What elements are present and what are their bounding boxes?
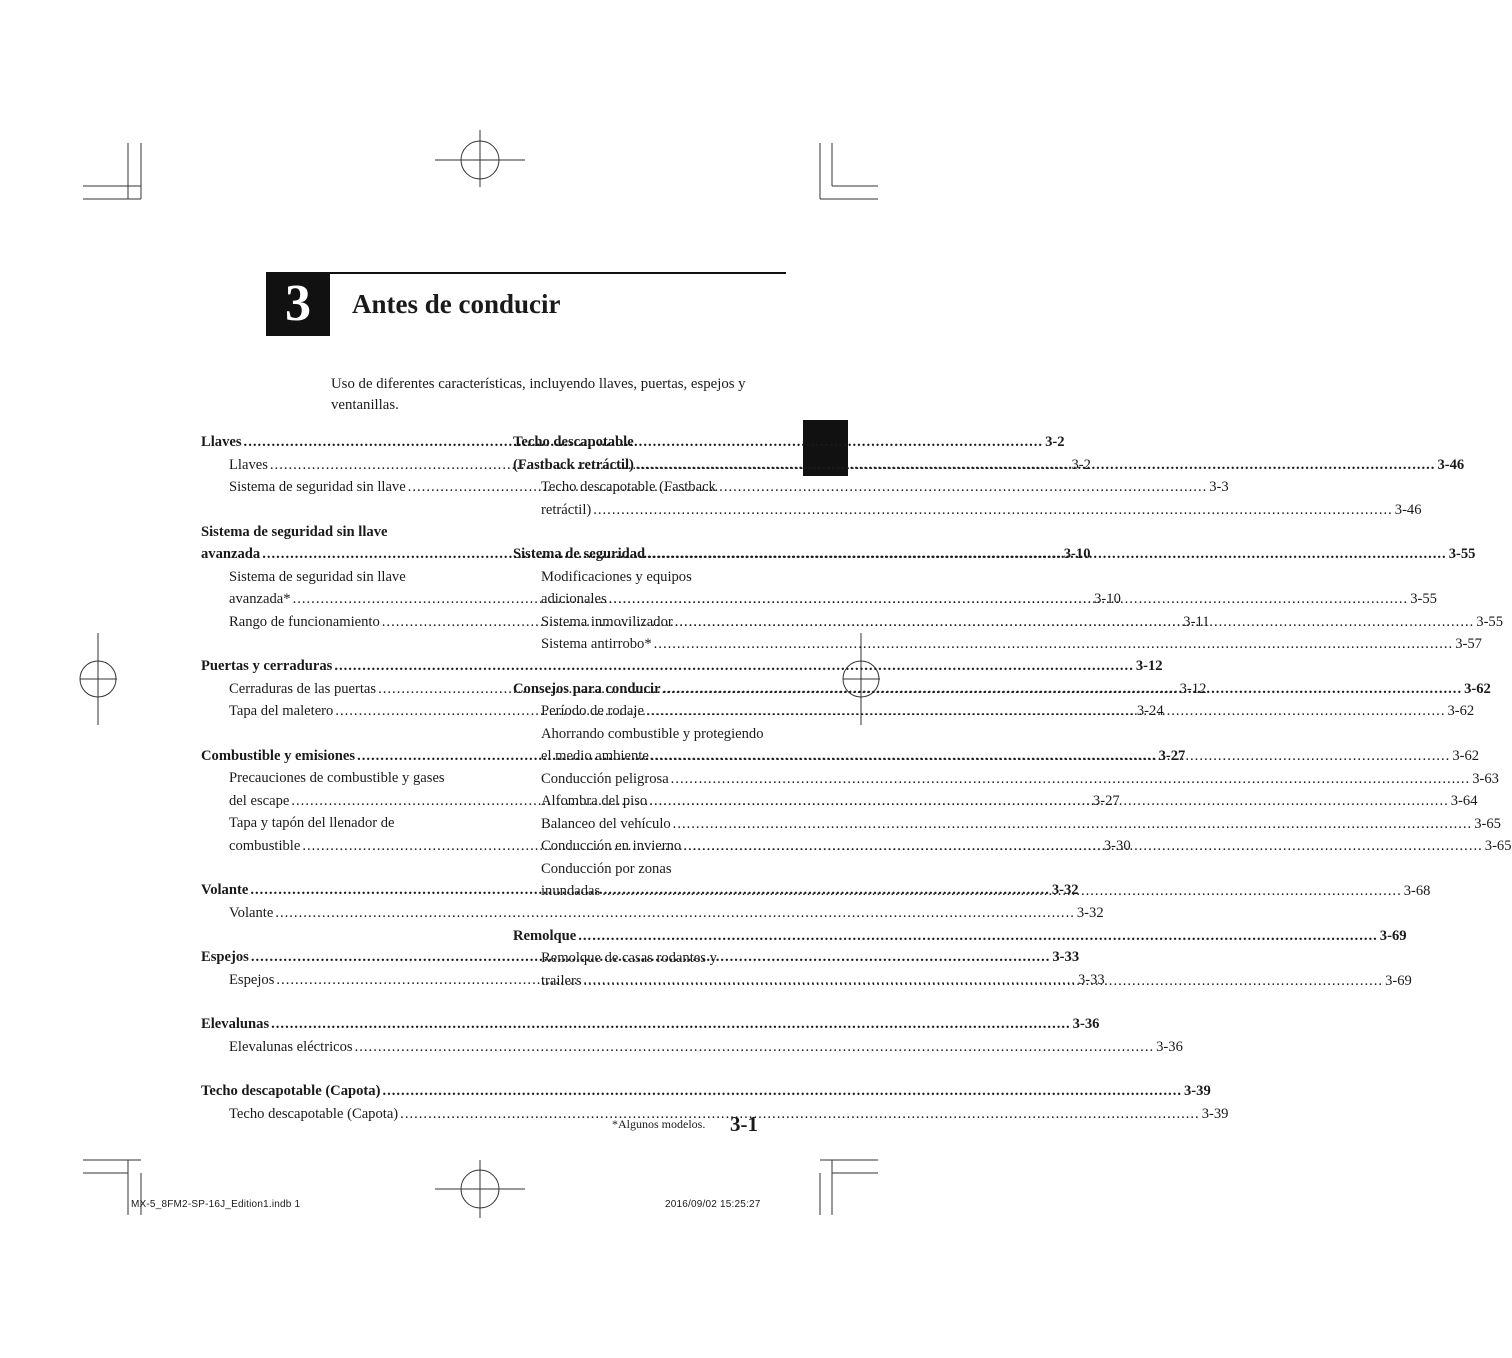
dot-leader bbox=[644, 700, 1448, 723]
dot-leader bbox=[380, 1080, 1184, 1103]
toc-entry-page: 3-63 bbox=[1472, 770, 1499, 787]
toc-section-heading[interactable] bbox=[201, 521, 463, 544]
toc-entry-page: 3-3 bbox=[1209, 479, 1229, 495]
dot-leader bbox=[649, 745, 1453, 768]
toc-entry-text: inundadas bbox=[541, 883, 601, 899]
toc-entry-page: 3-33 bbox=[1077, 971, 1105, 988]
toc-entry-text: Elevalunas eléctricos bbox=[229, 1038, 353, 1055]
toc-section-heading[interactable] bbox=[201, 655, 1163, 678]
toc-section-heading-text: Remolque bbox=[513, 927, 577, 944]
toc-entry-text: Techo descapotable (Capota) bbox=[229, 1105, 399, 1122]
toc-entry-text: Sistema antirrobo* bbox=[541, 636, 652, 652]
toc-entry-text: Rango de funcionamiento bbox=[229, 613, 380, 630]
toc-section-heading-text: Elevalunas bbox=[201, 1016, 270, 1032]
toc-entry-text: Ahorrando combustible y protegiendo bbox=[541, 725, 764, 742]
toc-entry[interactable] bbox=[513, 723, 775, 746]
dot-leader bbox=[645, 543, 1449, 566]
toc-entry-text: Volante bbox=[229, 904, 274, 921]
chapter-title-rule bbox=[330, 272, 786, 274]
toc-entry[interactable] bbox=[201, 902, 1104, 925]
toc-entry-page: 3-27 bbox=[1092, 792, 1120, 809]
toc-section-heading-page: 3-62 bbox=[1464, 680, 1491, 697]
dot-leader bbox=[576, 925, 1380, 948]
toc-entry-page: 3-62 bbox=[1452, 748, 1480, 764]
toc-entry-text: Sistema de seguridad sin llave bbox=[229, 568, 406, 585]
toc-entry-page: 3-10 bbox=[1094, 591, 1121, 607]
dot-leader bbox=[673, 611, 1477, 634]
toc-entry-page: 3-30 bbox=[1103, 837, 1131, 854]
toc-entry-text: Alfombra del piso bbox=[541, 793, 648, 809]
toc-entry-text: combustible bbox=[229, 837, 301, 854]
toc-entry-page: 3-11 bbox=[1183, 613, 1210, 630]
toc-section-heading-page: 3-46 bbox=[1437, 456, 1465, 473]
toc-entry-text: Modificaciones y equipos bbox=[541, 568, 692, 585]
toc-entry-text: trailers bbox=[541, 972, 582, 989]
toc-entry-text: Conducción por zonas bbox=[541, 860, 672, 877]
dot-leader bbox=[671, 813, 1475, 836]
toc-section-heading-text: Techo descapotable bbox=[513, 434, 634, 450]
print-footer-file: MX-5_8FM2-SP-16J_Edition1.indb 1 bbox=[131, 1199, 301, 1210]
toc-entry-text: Remolque de casas rodantes y bbox=[541, 950, 717, 966]
toc-entry-text: el medio ambiente bbox=[541, 748, 649, 764]
dot-leader bbox=[652, 633, 1456, 656]
dot-leader bbox=[591, 499, 1395, 522]
toc-entry-text: Techo descapotable (Fastback bbox=[541, 479, 716, 495]
toc-entry[interactable] bbox=[513, 476, 775, 499]
toc-entry-text: Cerraduras de las puertas bbox=[229, 680, 377, 697]
toc-entry-text: Tapa del maletero bbox=[229, 703, 334, 719]
toc-entry-page: 3-64 bbox=[1450, 793, 1478, 809]
dot-leader bbox=[398, 1103, 1202, 1126]
toc-entry[interactable] bbox=[513, 858, 775, 881]
toc-section-heading[interactable] bbox=[201, 1013, 1100, 1036]
toc-section-heading-text: Sistema de seguridad bbox=[513, 546, 646, 562]
chapter-intro: Uso de diferentes características, incluyendo llaves, puertas, espejos y ventanillas. bbox=[331, 376, 746, 413]
toc-section bbox=[201, 1013, 1183, 1058]
footnote: *Algunos modelos. bbox=[612, 1117, 706, 1131]
toc-entry-page: 3-39 bbox=[1201, 1105, 1229, 1122]
toc-entry-text: Precauciones de combustible y gases bbox=[229, 770, 445, 786]
toc-entry-text: Conducción peligrosa bbox=[541, 770, 669, 787]
dot-leader bbox=[634, 454, 1438, 477]
toc-section-heading-page: 3-39 bbox=[1183, 1083, 1211, 1099]
toc-section-heading-page: 3-2 bbox=[1045, 434, 1065, 450]
toc-section-heading-text: Llaves bbox=[201, 434, 242, 450]
toc-section-heading-page: 3-69 bbox=[1379, 927, 1407, 944]
toc-section-heading-text: Combustible y emisiones bbox=[201, 747, 356, 764]
toc-entry-page: 3-55 bbox=[1476, 613, 1504, 630]
toc-entry-page: 3-32 bbox=[1076, 904, 1104, 921]
toc-entry-page: 3-65 bbox=[1474, 815, 1501, 832]
toc-entry-page: 3-46 bbox=[1394, 501, 1422, 518]
chapter-title: Antes de conducir bbox=[352, 289, 561, 319]
toc-entry-page: 3-55 bbox=[1410, 591, 1437, 607]
toc-entry-page: 3-65 bbox=[1484, 838, 1512, 854]
print-footer-timestamp: 2016/09/02 15:25:27 bbox=[665, 1199, 761, 1210]
toc-section-heading-text: Puertas y cerraduras bbox=[201, 658, 333, 674]
toc-entry-page: 3-24 bbox=[1136, 703, 1164, 719]
toc-entry-text: adicionales bbox=[541, 591, 607, 607]
chapter-number: 3 bbox=[266, 272, 330, 336]
toc-entry-text: del escape bbox=[229, 792, 290, 809]
toc-entry-page: 3-36 bbox=[1156, 1038, 1183, 1055]
toc-entry-page: 3-68 bbox=[1403, 883, 1431, 899]
toc-section-heading-text: avanzada bbox=[201, 546, 261, 562]
toc-entry-text: Conducción en invierno bbox=[541, 838, 682, 854]
toc-entry[interactable] bbox=[201, 566, 463, 589]
toc-section-heading-page: 3-33 bbox=[1052, 949, 1080, 965]
dot-leader bbox=[269, 1013, 1073, 1036]
toc-section-heading-text: Sistema de seguridad sin llave bbox=[201, 523, 388, 540]
toc-section-heading-text: Espejos bbox=[201, 949, 249, 965]
toc-section-heading-text: (Fastback retráctil) bbox=[513, 456, 634, 473]
toc-entry[interactable] bbox=[201, 1036, 1183, 1059]
dot-leader bbox=[582, 970, 1386, 993]
toc-entry[interactable] bbox=[513, 813, 1501, 836]
toc-entry-text: Tapa y tapón del llenador de bbox=[229, 815, 395, 831]
toc-section-heading-page: 3-27 bbox=[1158, 747, 1186, 764]
toc-entry-text: Sistema de seguridad sin llave bbox=[229, 479, 406, 495]
toc-entry-text: avanzada* bbox=[229, 591, 291, 607]
toc-entry[interactable] bbox=[201, 812, 463, 835]
toc-section-heading[interactable] bbox=[201, 1080, 1211, 1103]
toc-section-heading-page: 3-36 bbox=[1072, 1016, 1100, 1032]
dot-leader bbox=[661, 678, 1465, 701]
toc-entry-text: Sistema inmovilizador bbox=[541, 613, 673, 630]
toc-section-heading-page: 3-12 bbox=[1135, 658, 1163, 674]
toc-entry-text: Período de rodaje bbox=[541, 703, 644, 719]
dot-leader bbox=[607, 588, 1411, 611]
toc-entry-page: 3-2 bbox=[1071, 456, 1091, 473]
toc-section-heading-text: Consejos para conducir bbox=[513, 680, 661, 697]
toc-section-heading-page: 3-10 bbox=[1063, 546, 1091, 562]
toc-entry-page: 3-62 bbox=[1447, 703, 1475, 719]
toc-entry[interactable] bbox=[513, 947, 775, 970]
dot-leader bbox=[600, 880, 1404, 903]
toc-entry[interactable] bbox=[513, 499, 1422, 522]
toc-section-heading-text: Volante bbox=[201, 882, 249, 898]
toc-entry-text: retráctil) bbox=[541, 501, 592, 518]
toc-section-heading-text: Techo descapotable (Capota) bbox=[201, 1083, 381, 1099]
dot-leader bbox=[669, 768, 1473, 791]
toc-entry[interactable] bbox=[513, 633, 1482, 656]
dot-leader bbox=[647, 790, 1451, 813]
toc-entry[interactable] bbox=[201, 767, 463, 790]
toc-entry[interactable] bbox=[513, 768, 1499, 791]
toc-entry-text: Balanceo del vehículo bbox=[541, 815, 671, 832]
toc-section-heading-page: 3-32 bbox=[1051, 882, 1079, 898]
page-number: 3-1 bbox=[730, 1112, 758, 1136]
toc-section-heading-page: 3-55 bbox=[1448, 546, 1476, 562]
dot-leader bbox=[353, 1036, 1157, 1059]
toc-entry-page: 3-69 bbox=[1385, 972, 1412, 989]
toc-entry[interactable] bbox=[513, 566, 775, 589]
toc-section-heading[interactable] bbox=[513, 431, 775, 454]
toc-entry-text: Llaves bbox=[229, 456, 268, 473]
toc-entry-text: Espejos bbox=[229, 971, 275, 988]
toc-entry-page: 3-57 bbox=[1455, 636, 1482, 652]
toc-entry-page: 3-12 bbox=[1179, 680, 1207, 697]
toc-section-heading[interactable] bbox=[513, 925, 1407, 948]
dot-leader bbox=[681, 835, 1485, 858]
